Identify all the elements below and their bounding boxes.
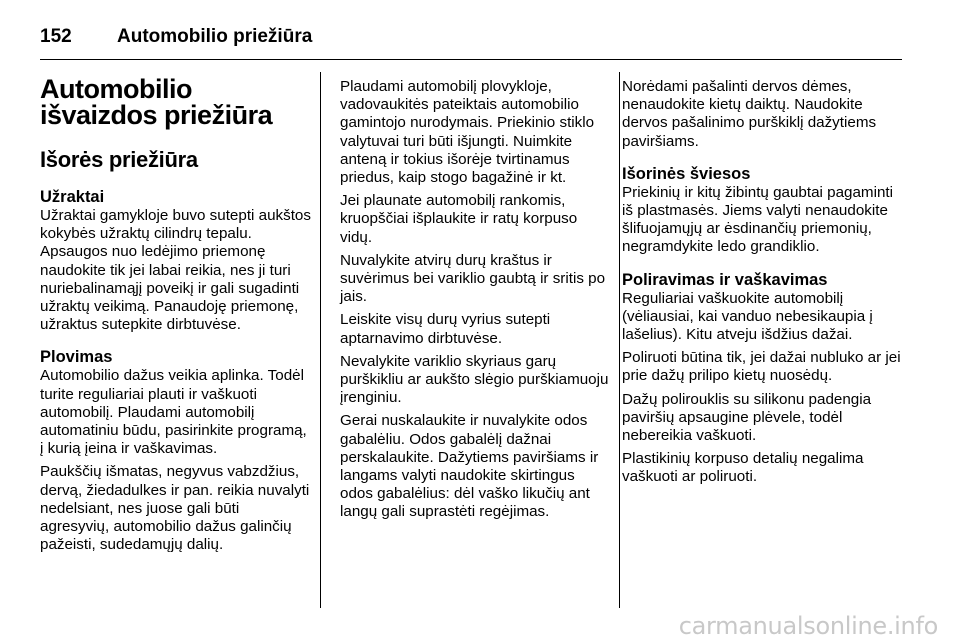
engine-bay-paragraph: Nevalykite variklio skyriaus garų purškikliu ar aukšto slėgio purškiamuoju įrenginiu. (340, 352, 609, 407)
lights-heading: Išorinės šviesos (622, 164, 751, 183)
column-3 (622, 78, 902, 487)
washing-heading: Plovimas (40, 348, 113, 367)
door-edges-paragraph: Nuvalykite atvirų durų kraštus ir suvėrimus bei variklio gaubtą ir sritis po jais. (340, 251, 606, 306)
carwash-paragraph: Plaudami automobilį plovykloje, vadovaukitės pateiktais automobilio gamintojo nurodymais. Priekinio stiklo valytuvai turi būti išjungti. Nuimkite anteną ir tokius išorėje tvirtinamus priedus, kaip stogo bagažinė ir kt. (340, 78, 595, 187)
polishing-heading: Poliravimas ir vaškavimas (622, 270, 828, 289)
column-2 (340, 78, 610, 522)
resin-paragraph: Norėdami pašalinti dervos dėmes, nenaudokite kietų daiktų. Naudokite dervos pašalinimo purškiklį dažytiems paviršiams. (622, 78, 877, 150)
washing-paragraph-2: Paukščių išmatas, negyvus vabzdžius, dervą, žiedadulkes ir pan. reikia nuvalyti nedelsiant, nes juose gali būti agresyvių, automobilio dažus galinčių pažeisti, sudedamųjų dalių. (40, 463, 310, 554)
polishing-paragraph-3: Dažų polirouklis su silikonu padengia paviršių apsaugine plėvele, todėl nebereikia vaškuoti. (622, 390, 872, 445)
column-divider-right (619, 72, 620, 608)
door-hinges-paragraph: Leiskite visų durų vyrius sutepti aptarnavimo dirbtuvėse. (340, 311, 551, 347)
polishing-paragraph-2: Poliruoti būtina tik, jei dažai nubluko ar jei prie dažų prilipo kietų nuosėdų. (622, 349, 901, 385)
column-divider-left (320, 72, 321, 608)
washing-paragraph-1: Automobilio dažus veikia aplinka. Todėl turite reguliariai plauti ir vaškuoti automobilį. Plaudami automobilį automatiniu būdu, pasirinkite programą, į kurią įeina ir vaškavimas. (40, 367, 307, 458)
header-rule (40, 59, 902, 60)
subsection-heading: Išorės priežiūra (40, 147, 198, 172)
page-header-title: Automobilio priežiūra (117, 26, 313, 47)
rinse-paragraph: Gerai nuskalaukite ir nuvalykite odos gabalėliu. Odos gabalėlį dažnai perskalaukite. Dažytiems paviršiams ir langams valyti naudokite skirtingus odos gabalėlius: dėl vaško likučių ant langų gali suprastėti regėjimas. (340, 412, 599, 521)
locks-text: Užraktai gamykloje buvo sutepti aukštos kokybės užraktų cilindrų tepalu. Apsaugos nuo ledėjimo priemonę naudokite tik jei labai reikia, nes ji turi nuriebalinamąjį poveikį ir gali sugadinti užraktų veikimą. Panaudoję priemonę, užraktus sutepkite dirbtuvėse. (40, 207, 311, 334)
hand-wash-paragraph: Jei plaunate automobilį rankomis, kruopščiai išplaukite ir ratų korpuso vidų. (340, 192, 578, 246)
section-heading: Automobilio išvaizdos priežiūra (40, 74, 273, 130)
lights-text: Priekinių ir kitų žibintų gaubtai pagaminti iš plastmasės. Jiems valyti nenaudokite šlifuojamųjų ar ėsdinančių priemonių, negramdykite ledo grandiklio. (622, 183, 893, 256)
polishing-paragraph-4: Plastikinių korpuso detalių negalima vaškuoti ar poliruoti. (622, 450, 864, 486)
locks-heading: Užraktai (40, 188, 105, 206)
watermark: carmanualsonline.info (678, 612, 938, 640)
page-number: 152 (40, 26, 72, 47)
column-1 (40, 76, 312, 554)
polishing-paragraph-1: Reguliariai vaškuokite automobilį (vėliausiai, kai vanduo nebesikaupia į lašelius). Kitu atveju išdžius dažai. (622, 289, 873, 344)
